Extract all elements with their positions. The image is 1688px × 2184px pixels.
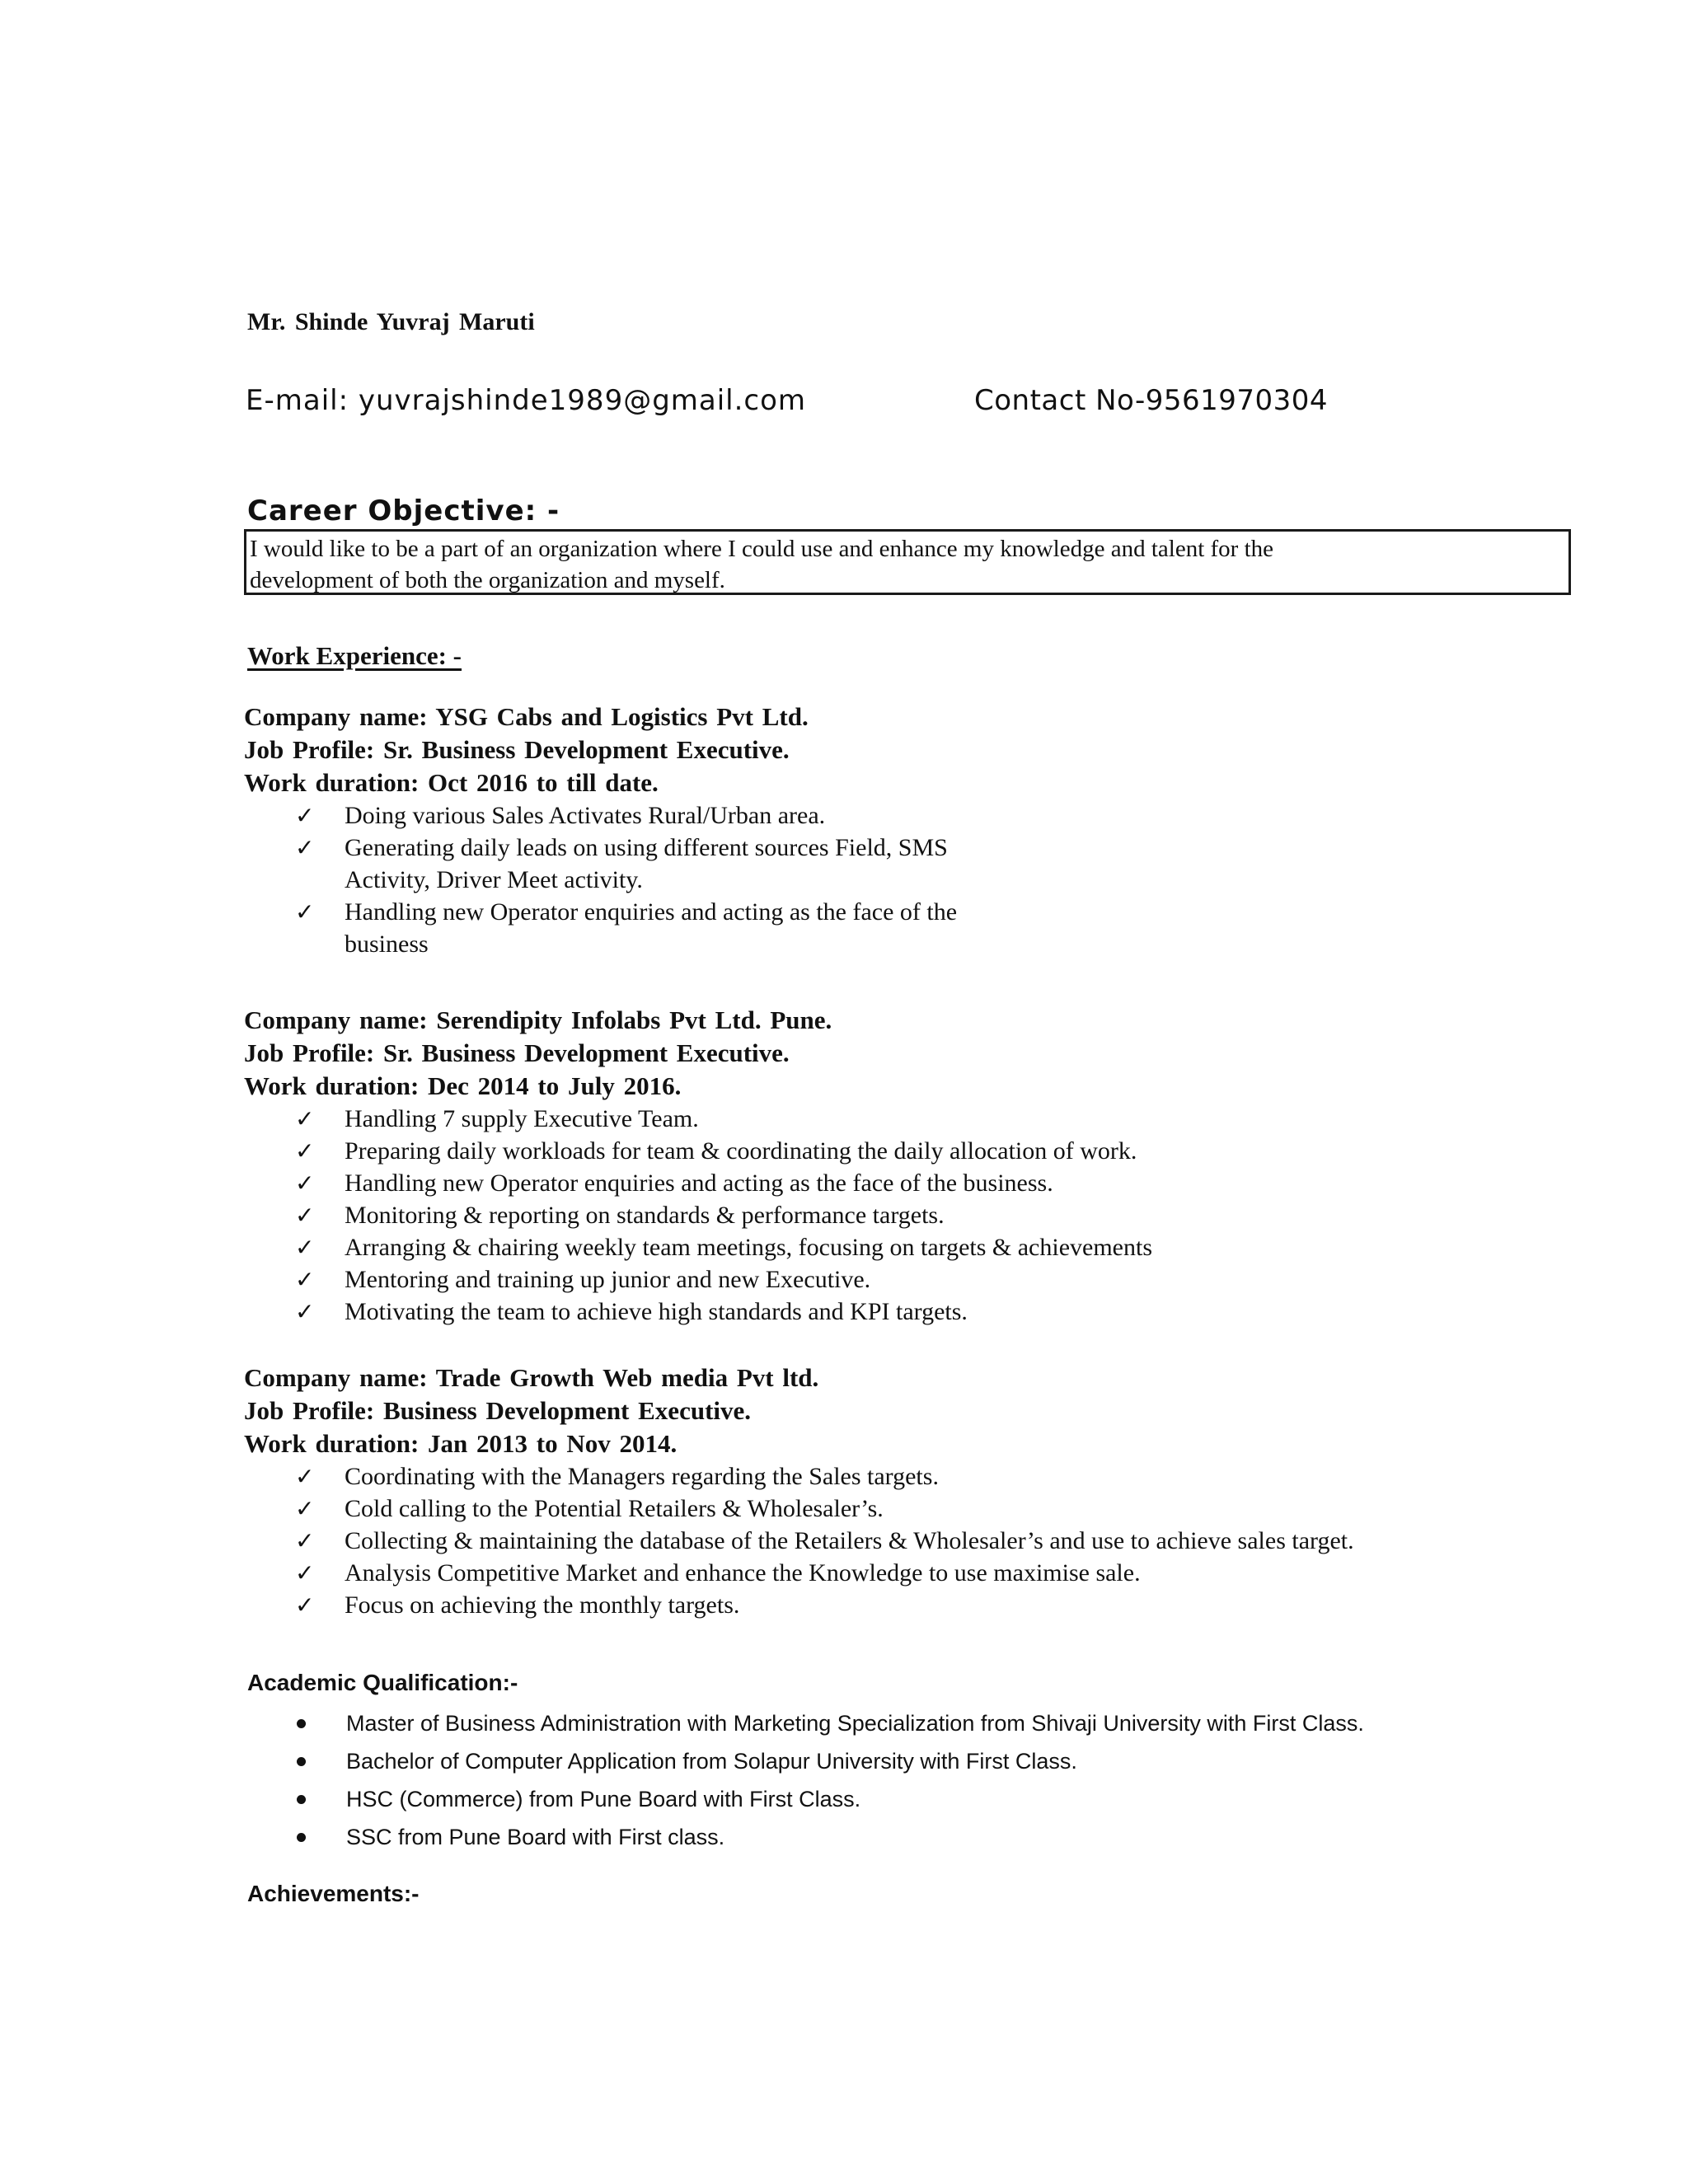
check-mark-icon: ✓ [295,1266,315,1293]
work-duration: Work duration: Oct 2016 to till date. [244,768,659,797]
list-item: ✓ Generating daily leads on using different sources Field, SMS Activity, Driver Meet activity. [244,832,957,896]
work-duration: Work duration: Jan 2013 to Nov 2014. [244,1429,678,1458]
work-experience-heading: Work Experience: - [247,641,462,670]
bullet-dot-icon [297,1833,306,1842]
check-mark-icon: ✓ [295,1559,315,1586]
academic-qualification-heading: Academic Qualification:- [247,1670,518,1695]
check-mark-icon: ✓ [295,1202,315,1229]
job-profile: Job Profile: Sr. Business Development Executive. [244,1038,790,1067]
bullet-dot-icon [297,1795,306,1804]
list-item: ✓ Coordinating with the Managers regarding the Sales targets. [244,1460,1354,1493]
list-item: Master of Business Administration with Marketing Specialization from Shivaji University with First Class. [244,1704,1364,1742]
list-item: ✓ Mentoring and training up junior and new Executive. [244,1263,1152,1296]
list-item: ✓ Preparing daily workloads for team & coordinating the daily allocation of work. [244,1135,1152,1167]
job-profile: Job Profile: Business Development Executive. [244,1396,752,1425]
check-mark-icon: ✓ [295,1169,315,1197]
check-mark-icon: ✓ [295,1105,315,1132]
list-item: ✓ Handling new Operator enquiries and acting as the face of the business. [244,1167,1152,1199]
job-ysg-cabs [244,701,957,960]
list-item: ✓ Motivating the team to achieve high standards and KPI targets. [244,1296,1152,1328]
bullet-dot-icon [297,1757,306,1766]
job-serendipity-infolabs [244,1004,1152,1328]
candidate-name: Mr. Shinde Yuvraj Maruti [247,308,535,335]
list-item: Bachelor of Computer Application from Solapur University with First Class. [244,1742,1364,1780]
list-item: ✓ Handling new Operator enquiries and acting as the face of the business [244,896,957,960]
check-mark-icon: ✓ [295,1298,315,1325]
achievements-heading: Achievements:- [247,1881,420,1906]
contact-number: Contact No-9561970304 [974,384,1329,417]
check-mark-icon: ✓ [295,1463,315,1490]
list-item: ✓ Collecting & maintaining the database of the Retailers & Wholesaler’s and use to achieve sales target. [244,1525,1354,1557]
objective-line-2: development of both the organization and myself. [250,567,725,593]
list-item: ✓ Arranging & chairing weekly team meetings, focusing on targets & achievements [244,1231,1152,1263]
check-mark-icon: ✓ [295,898,315,926]
responsibility-list [244,1460,1354,1621]
email-line: E-mail: yuvrajshinde1989@gmail.com [246,384,807,417]
list-item: ✓ Focus on achieving the monthly targets. [244,1589,1354,1621]
responsibility-list [244,799,957,960]
responsibility-list [244,1103,1152,1328]
company-name: Company name: YSG Cabs and Logistics Pvt Ltd. [244,702,809,731]
academic-list [244,1704,1364,1856]
list-item: ✓ Analysis Competitive Market and enhance the Knowledge to use maximise sale. [244,1557,1354,1589]
work-duration: Work duration: Dec 2014 to July 2016. [244,1071,682,1100]
career-objective-box [244,529,1571,595]
list-item: SSC from Pune Board with First class. [244,1818,1364,1856]
job-trade-growth [244,1361,1354,1621]
check-mark-icon: ✓ [295,1591,315,1619]
list-item: HSC (Commerce) from Pune Board with First Class. [244,1780,1364,1818]
job-profile: Job Profile: Sr. Business Development Executive. [244,735,790,764]
company-name: Company name: Serendipity Infolabs Pvt Ltd. Pune. [244,1005,832,1034]
check-mark-icon: ✓ [295,1495,315,1522]
company-name: Company name: Trade Growth Web media Pvt ltd. [244,1363,819,1392]
check-mark-icon: ✓ [295,1137,315,1165]
check-mark-icon: ✓ [295,1527,315,1554]
check-mark-icon: ✓ [295,802,315,829]
list-item: ✓ Doing various Sales Activates Rural/Urban area. [244,799,957,832]
bullet-dot-icon [297,1719,306,1728]
objective-line-1: I would like to be a part of an organization where I could use and enhance my knowledge and talent for the [250,536,1274,562]
list-item: ✓ Cold calling to the Potential Retailers & Wholesaler’s. [244,1493,1354,1525]
list-item: ✓ Handling 7 supply Executive Team. [244,1103,1152,1135]
list-item: ✓ Monitoring & reporting on standards & performance targets. [244,1199,1152,1231]
check-mark-icon: ✓ [295,1234,315,1261]
career-objective-heading: Career Objective: - [247,494,560,527]
check-mark-icon: ✓ [295,834,315,861]
